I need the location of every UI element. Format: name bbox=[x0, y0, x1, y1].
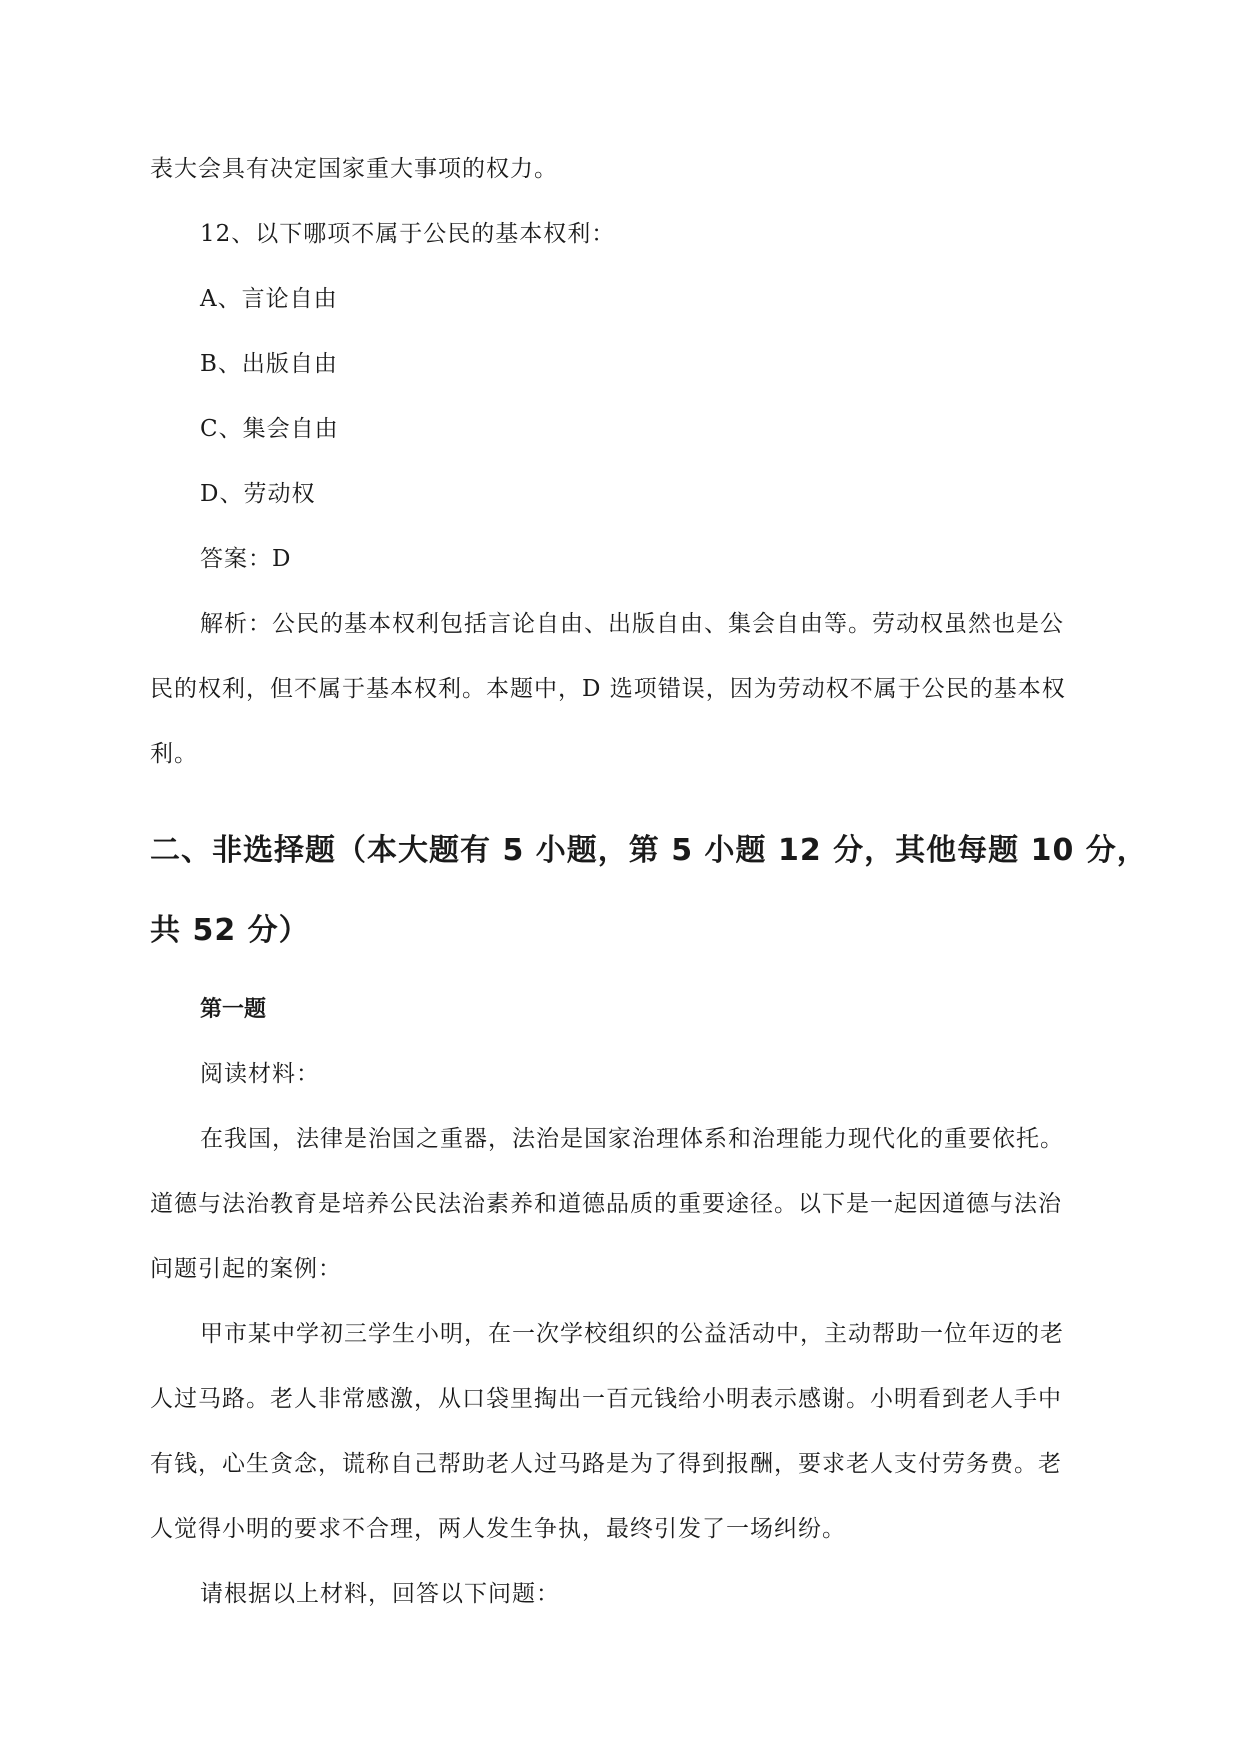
paragraph-line: 人觉得小明的要求不合理，两人发生争执，最终引发了一场纠纷。 bbox=[150, 1516, 846, 1542]
paragraph-line: 人过马路。老人非常感激，从口袋里掏出一百元钱给小明表示感谢。小明看到老人手中 bbox=[150, 1386, 1062, 1412]
section-heading: 共 52 分） bbox=[150, 913, 310, 948]
option-b: B、出版自由 bbox=[200, 351, 338, 377]
question-title: 第一题 bbox=[200, 997, 267, 1022]
question-stem: 12、以下哪项不属于公民的基本权利： bbox=[200, 221, 616, 247]
analysis-line: 解析：公民的基本权利包括言论自由、出版自由、集会自由等。劳动权虽然也是公 bbox=[200, 611, 1064, 637]
analysis-line: 民的权利，但不属于基本权利。本题中，D 选项错误，因为劳动权不属于公民的基本权 bbox=[150, 676, 1066, 702]
question-prompt: 请根据以上材料，回答以下问题： bbox=[200, 1581, 560, 1607]
paragraph-line: 问题引起的案例： bbox=[150, 1256, 342, 1282]
read-material-label: 阅读材料： bbox=[200, 1061, 320, 1087]
option-a: A、言论自由 bbox=[200, 286, 338, 312]
section-heading: 二、非选择题（本大题有 5 小题，第 5 小题 12 分，其他每题 10 分， bbox=[150, 833, 1148, 868]
analysis-line: 利。 bbox=[150, 741, 198, 767]
paragraph-line: 甲市某中学初三学生小明，在一次学校组织的公益活动中，主动帮助一位年迈的老 bbox=[200, 1321, 1064, 1347]
answer-line: 答案：D bbox=[200, 546, 292, 572]
option-c: C、集会自由 bbox=[200, 416, 339, 442]
option-d: D、劳动权 bbox=[200, 481, 316, 507]
paragraph-line: 在我国，法律是治国之重器，法治是国家治理体系和治理能力现代化的重要依托。 bbox=[200, 1126, 1064, 1152]
paragraph-line: 有钱，心生贪念，谎称自己帮助老人过马路是为了得到报酬，要求老人支付劳务费。老 bbox=[150, 1451, 1062, 1477]
paragraph-line: 道德与法治教育是培养公民法治素养和道德品质的重要途径。以下是一起因道德与法治 bbox=[150, 1191, 1062, 1217]
paragraph-line: 表大会具有决定国家重大事项的权力。 bbox=[150, 156, 558, 182]
